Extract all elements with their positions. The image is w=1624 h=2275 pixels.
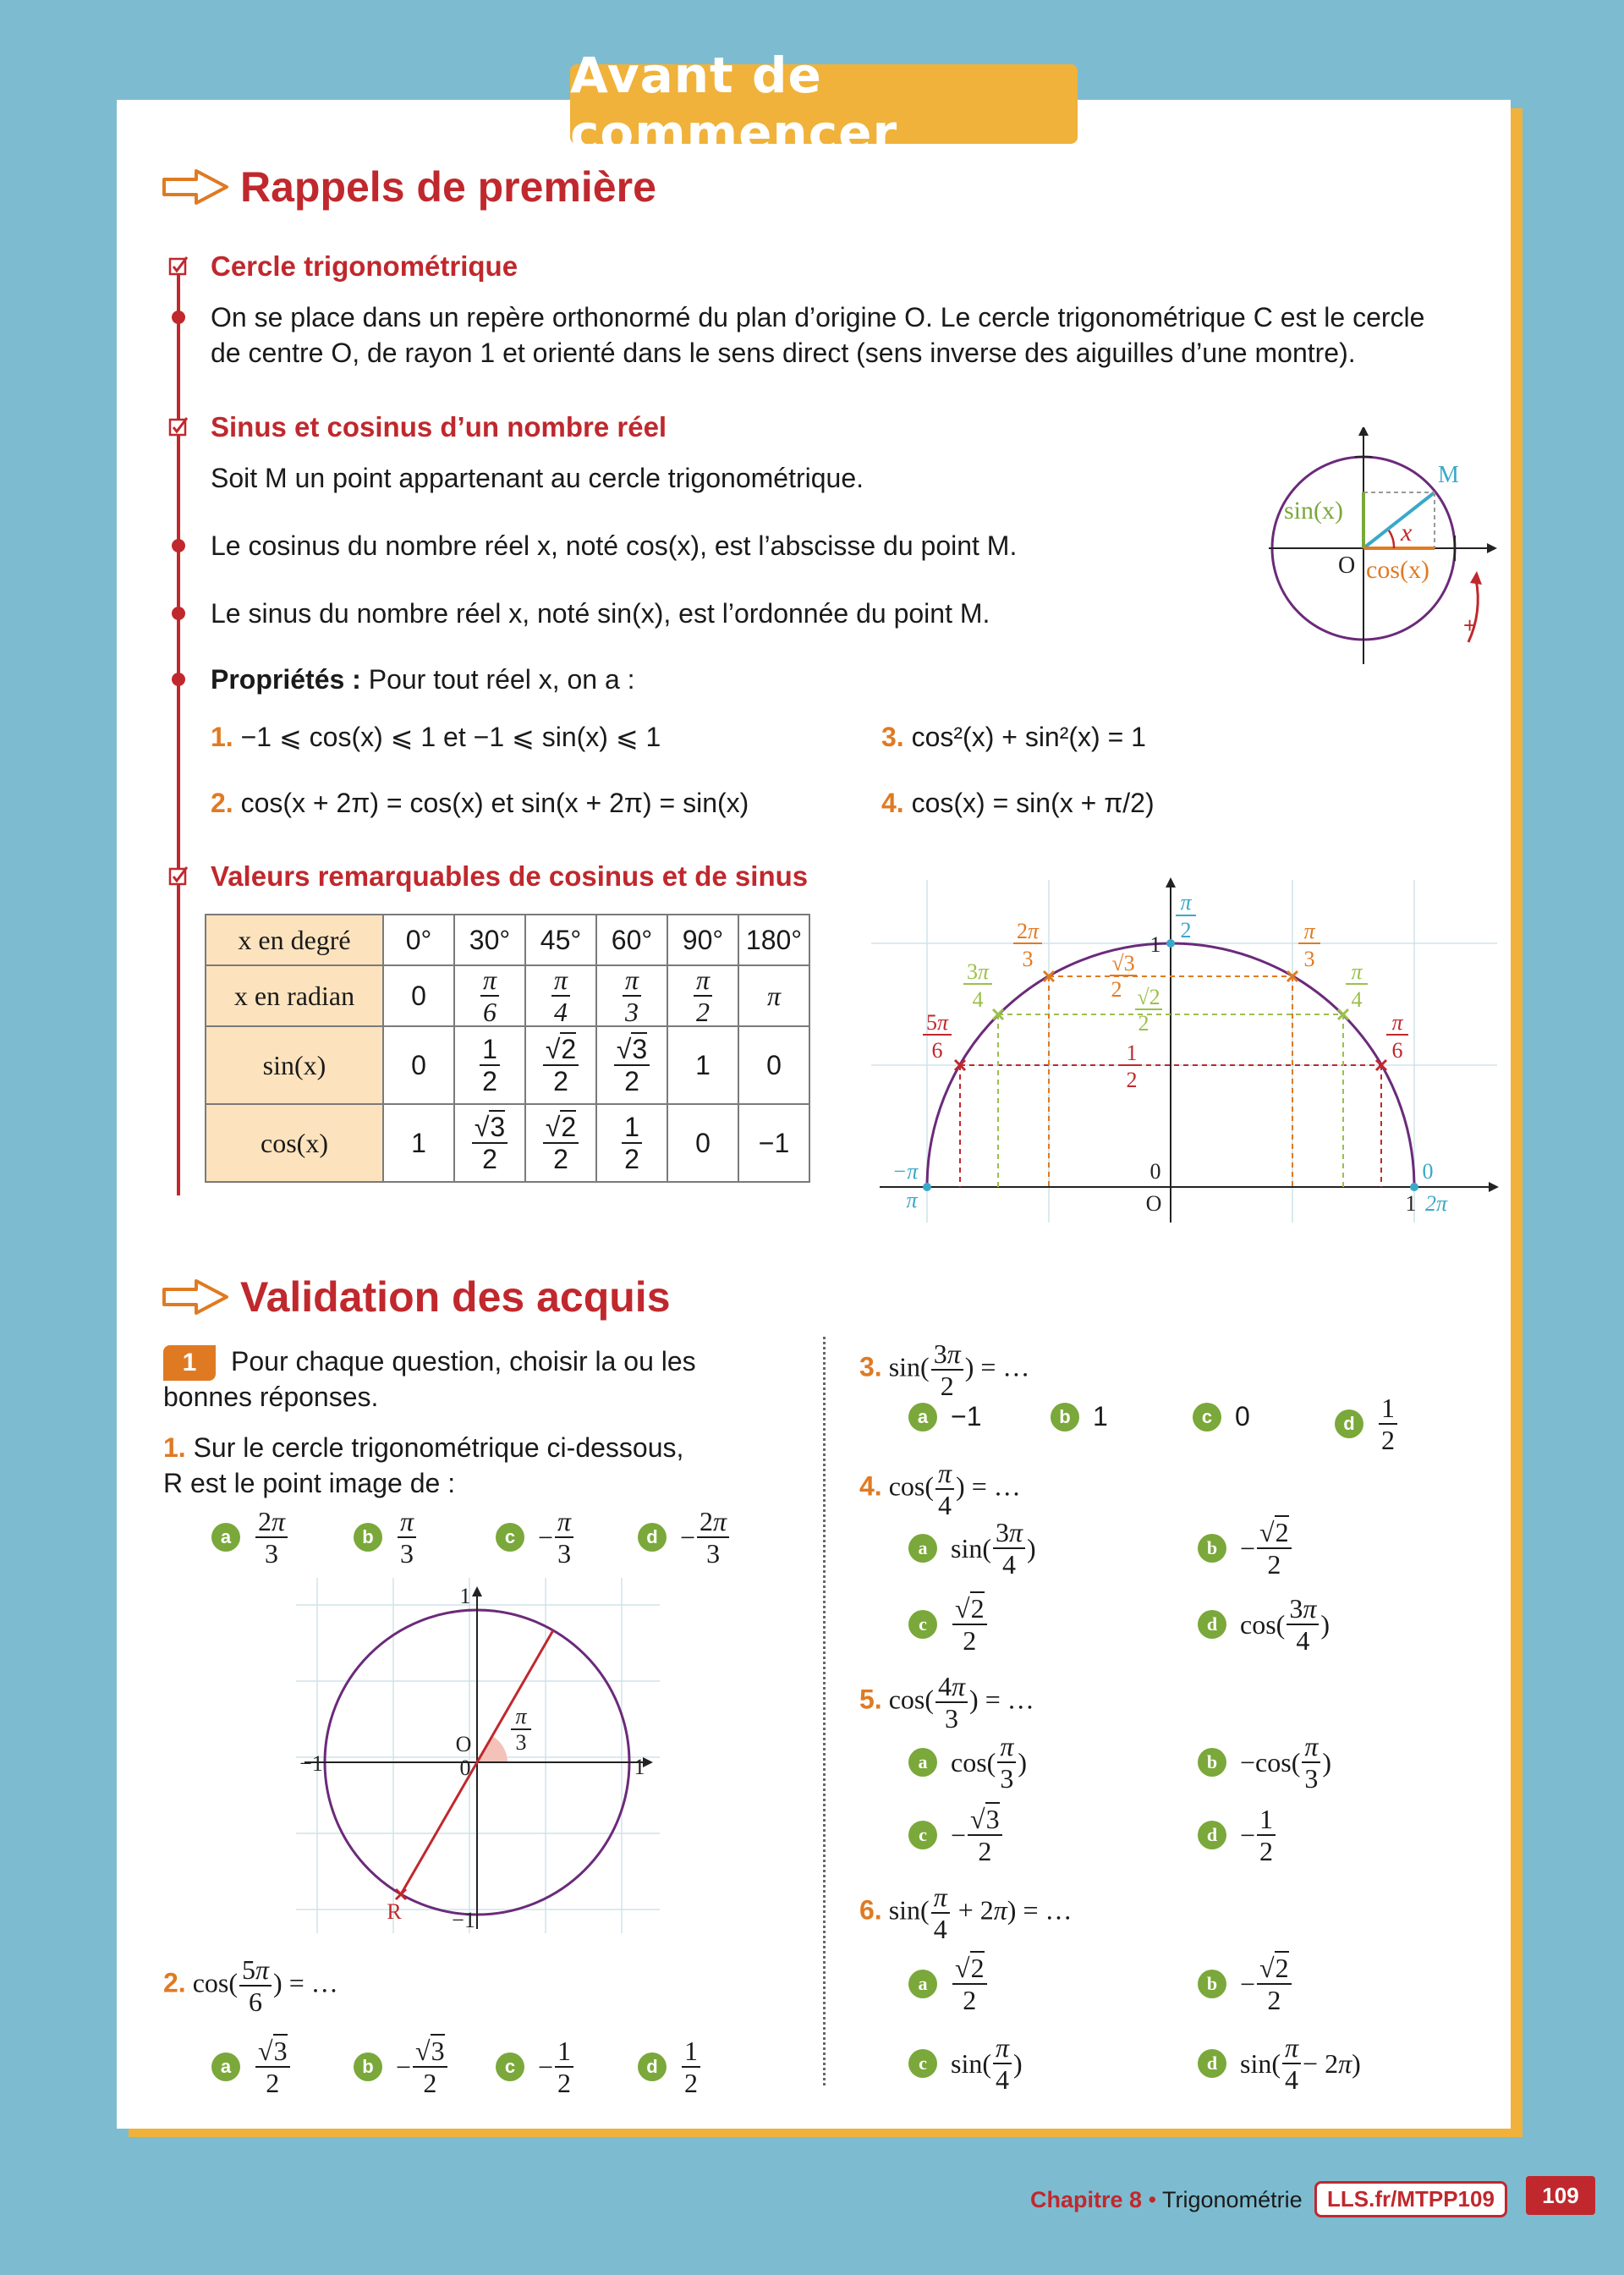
option-letter: b [354,2052,382,2081]
question-5: 5. cos( $\frac{4\pi}{3}$ ) = … [859,1671,1034,1734]
question-6: 6. sin( $\frac{\pi}{4}$ + 2π) = … [859,1882,1073,1944]
cell: 1 [667,1026,738,1104]
label-pi3-num: π [1303,919,1315,943]
section-validation-heading [162,1272,671,1322]
cell [596,965,667,1026]
sinus-intro: Soit M un point appartenant au cercle trigonométrique. [211,463,864,493]
cell: 0 [738,1026,809,1104]
chapter-label: Chapitre 8 [1030,2187,1143,2212]
cell: $\frac{√3}{2}$ [596,1026,667,1104]
properties-intro [211,662,635,697]
section-title: Rappels de première [240,163,656,211]
option-letter: c [908,1610,937,1639]
exercise-intro-1: Pour chaque question, choisir la ou les [231,1346,696,1377]
cell [525,965,596,1026]
option-letter: a [908,1403,937,1431]
row-radians [206,965,809,1026]
radius-om [1363,492,1435,548]
equals-ellipsis: = … [1023,1894,1073,1926]
cell: 0 [667,1104,738,1182]
row-sin [206,1026,809,1104]
label-pi2-den: 2 [1180,918,1192,942]
sin-definition: Le sinus du nombre réel x, noté sin(x), est l’ordonnée du point M. [211,598,990,629]
label-pi4-den: 4 [1351,987,1363,1012]
label-pi6-den: 6 [1391,1038,1403,1063]
valeurs-heading: Valeurs remarquables de cosinus et de sinus [211,860,809,892]
q4-option-b[interactable]: b − $\frac{√2}{2}$ [1198,1519,1293,1578]
footer-chapter [1030,2187,1303,2213]
exercise-badge: 1 [163,1345,216,1381]
label-2pi3-den: 3 [1022,947,1034,971]
label-x: x [1401,519,1413,547]
property-2-text: cos(x + 2π) = cos(x) et sin(x + 2π) = sin(x) [240,788,749,818]
values-table [205,914,810,1183]
den: 2 [553,1144,568,1174]
q5-option-d[interactable]: d − $\frac{1}{2}$ [1198,1805,1277,1865]
cell: $\frac{√2}{2}$ [525,1026,596,1104]
question-number: 3. [859,1351,882,1382]
bullet-dot [172,607,185,620]
cell: 0 [383,965,454,1026]
label-o: O [1338,552,1356,579]
hand-pointer-icon [162,168,228,206]
q1-option-c[interactable]: c − $\frac{\pi}{3}$ [496,1508,575,1567]
label-sin: sin(x) [1284,497,1343,525]
label-angle-den: 3 [515,1730,527,1755]
property-4-text: cos(x) = sin(x + π/2) [911,788,1155,818]
option-letter: b [1198,1970,1226,1998]
option-letter: a [211,2052,240,2081]
question-number: 2. [163,1967,186,1998]
property-1-text: −1 ⩽ cos(x) ⩽ 1 et −1 ⩽ sin(x) ⩽ 1 [240,722,661,752]
cell: $\frac{√3}{2}$ [454,1104,525,1182]
cell [667,965,738,1026]
exercise-intro-2: bonnes réponses. [163,1382,379,1412]
label-zero: 0 [1422,1159,1434,1184]
angle-sector [477,1736,508,1762]
q5-option-a[interactable]: a cos( $\frac{\pi}{3}$ ) [908,1733,1027,1792]
equals-ellipsis: = … [985,1684,1034,1715]
option-letter: b [1198,1748,1226,1777]
question-1-line-1: Sur le cercle trigonométrique ci-dessous, [193,1432,684,1463]
hand-pointer-icon [162,1278,228,1316]
option-letter: b [1051,1403,1079,1431]
den: 2 [624,1144,639,1174]
label-sqrt3-den: 2 [1111,977,1122,1002]
cercle-line-1: On se place dans un repère orthonormé du plan d’origine O. Le cercle trigonométrique C est le cercle [211,302,1425,332]
label-x-minus-one: −1 [299,1751,323,1776]
option-letter: a [211,1523,240,1552]
label-x-one: 1 [634,1755,645,1779]
row-cos [206,1104,809,1182]
option-letter: d [638,2052,667,2081]
q2-option-c[interactable]: c − $\frac{1}{2}$ [496,2037,575,2096]
option-letter: c [908,1821,937,1849]
bullet-dot [172,539,185,552]
section-rappels-heading [162,162,656,212]
cell: 45° [525,915,596,965]
q1-option-a[interactable]: a $\frac{2\pi}{3}$ [211,1508,289,1567]
q3-option-d[interactable]: d $\frac{1}{2}$ [1335,1394,1399,1453]
label-3pi4-num: 3π [966,959,990,984]
cell: 0 [383,1026,454,1104]
q6-option-b[interactable]: b − $\frac{√2}{2}$ [1198,1954,1293,2014]
direction-arrow [1470,571,1482,585]
q4-option-d[interactable]: d cos( $\frac{3\pi}{4}$ ) [1198,1595,1330,1654]
option-letter: d [638,1523,667,1552]
option-letter: a [908,1534,937,1563]
cell [454,965,525,1026]
option-letter: b [354,1523,382,1552]
question-1-figure [296,1578,660,1933]
q2-option-b[interactable]: b − $\frac{√3}{2}$ [354,2037,449,2096]
label-5pi6-num: 5π [925,1010,949,1035]
point-pi2 [1166,939,1175,948]
den: 2 [696,997,710,1027]
point-r [396,1889,406,1899]
q3-option-c[interactable] [1193,1401,1250,1432]
angle-arc [1389,530,1394,548]
label-3pi4-den: 4 [972,987,984,1012]
label-y-one: 1 [1149,932,1161,957]
property-number: 1. [211,722,233,752]
cell: 180° [738,915,809,965]
label-2pi3-num: 2π [1016,919,1040,943]
num: 3 [632,1034,648,1064]
point-pi [923,1183,931,1191]
equals-ellipsis: = … [288,1967,338,1998]
cercle-line-2: de centre O, de rayon 1 et orienté dans le sens direct (sens inverse des aiguilles d’une montre). [211,338,1356,368]
label-pi6-num: π [1391,1010,1403,1035]
option-value: 0 [1235,1401,1250,1431]
x-axis-arrow [1489,1182,1499,1192]
bullet-dot [172,310,185,324]
checkbox-icon [168,256,189,276]
cell: −1 [738,1104,809,1182]
label-cos: cos(x) [1366,556,1429,584]
label-y-one: 1 [459,1584,471,1608]
option-letter: d [1335,1410,1363,1438]
y-axis-arrow [1166,877,1176,887]
label-pi4-num: π [1351,959,1363,984]
point-zero [1410,1183,1418,1191]
cell: 30° [454,915,525,965]
page-badge: Avant de commencer [570,64,1078,144]
label-zero: 0 [459,1756,471,1780]
checkbox-icon [168,416,189,437]
row-degrees [206,915,809,965]
q6-option-a[interactable]: a $\frac{√2}{2}$ [908,1954,989,2014]
den: 2 [482,1066,497,1096]
den: 6 [483,997,497,1027]
den: 3 [625,997,639,1027]
timeline-rule [177,261,180,1195]
option-letter: a [908,1748,937,1777]
label-origin-zero: 0 [1149,1159,1161,1184]
equals-ellipsis: = … [980,1351,1030,1382]
cell: π [738,965,809,1026]
label-minus-pi: −π [892,1159,919,1184]
footer-separator: • [1148,2187,1157,2212]
label-half-num: 1 [1126,1041,1138,1065]
q2-option-a[interactable]: a $\frac{√3}{2}$ [211,2037,292,2096]
row-header: x en degré [206,915,383,965]
row-header: cos(x) [206,1104,383,1182]
num: 2 [561,1112,577,1142]
checkbox-icon [168,865,189,886]
x-axis-arrow [1487,543,1497,553]
q4-option-a[interactable]: a sin( $\frac{3\pi}{4}$ ) [908,1519,1036,1578]
num: 1 [480,1036,500,1066]
cell [454,1026,525,1104]
property-4 [881,785,1155,821]
den: 2 [553,1066,568,1096]
q2-option-d[interactable]: d $\frac{1}{2}$ [638,2037,702,2096]
q3-option-a[interactable] [908,1401,981,1432]
option-value: −1 [951,1401,982,1431]
property-number: 2. [211,788,233,818]
q4-option-c[interactable]: c $\frac{√2}{2}$ [908,1595,989,1654]
label-sqrt2-den: 2 [1138,1011,1149,1036]
property-number: 4. [881,788,904,818]
option-letter: a [908,1970,937,1998]
sinus-heading: Sinus et cosinus d’un nombre réel [211,411,667,442]
num: π [694,966,712,997]
option-letter: d [1198,1821,1226,1849]
question-4: 4. cos( $\frac{\pi}{4}$ ) = … [859,1458,1021,1520]
label-half-den: 2 [1126,1068,1138,1092]
q1-option-d[interactable]: d − $\frac{2\pi}{3}$ [638,1508,731,1567]
label-x-one: 1 [1405,1191,1417,1216]
label-pi2-num: π [1180,890,1192,915]
label-plus: + [1463,613,1477,638]
q5-option-c[interactable]: c − $\frac{√3}{2}$ [908,1805,1004,1865]
trig-circle-figure [1269,427,1506,673]
option-letter: c [908,2049,937,2078]
cell: 0° [383,915,454,965]
label-r: R [387,1899,402,1924]
option-value: 1 [1093,1401,1108,1431]
question-1-line-2: R est le point image de : [163,1468,456,1498]
y-axis-arrow [1358,427,1369,436]
cell: 90° [667,915,738,965]
cercle-heading: Cercle trigonométrique [211,250,518,282]
label-sqrt2-num: √2 [1137,985,1160,1009]
label-y-minus-one: −1 [452,1908,475,1932]
y-axis-arrow [472,1586,482,1596]
question-2: 2. cos( $\frac{5\pi}{6}$ ) = … [163,1954,338,2017]
property-3 [881,719,1146,755]
properties-label: Propriétés : [211,664,361,695]
properties-text: Pour tout réel x, on a : [368,664,635,695]
footer-link[interactable]: LLS.fr/MTPP109 [1314,2181,1507,2217]
property-2 [211,785,749,821]
q5-option-b[interactable]: b −cos( $\frac{\pi}{3}$ ) [1198,1733,1331,1792]
cell: $\frac{√2}{2}$ [525,1104,596,1182]
option-letter: c [496,2052,524,2081]
cos-definition: Le cosinus du nombre réel x, noté cos(x), est l’abscisse du point M. [211,530,1018,561]
label-pi: π [906,1188,918,1212]
option-letter: c [496,1523,524,1552]
question-3: 3. sin( $\frac{3\pi}{2}$ ) = … [859,1338,1030,1401]
label-m: M [1438,462,1459,488]
option-letter: d [1198,1610,1226,1639]
question-number: 1. [163,1432,186,1463]
den: 2 [482,1144,497,1174]
question-1 [163,1430,683,1501]
question-number: 4. [859,1470,882,1502]
equals-ellipsis: = … [971,1470,1021,1502]
section-title: Validation des acquis [240,1273,671,1321]
q3-option-b[interactable] [1051,1401,1108,1432]
cell: 60° [596,915,667,965]
cell: 1 [383,1104,454,1182]
label-two-pi: 2π [1424,1191,1448,1216]
property-3-text: cos²(x) + sin²(x) = 1 [911,722,1146,752]
row-header: sin(x) [206,1026,383,1104]
property-1 [211,719,661,755]
num: 3 [490,1112,506,1142]
label-angle-num: π [515,1704,527,1728]
cell [596,1104,667,1182]
q6-option-c[interactable]: c sin( $\frac{\pi}{4}$ ) [908,2034,1023,2093]
option-letter: b [1198,1534,1226,1563]
num: 1 [622,1113,642,1144]
page-number: 109 [1526,2176,1595,2215]
num: π [551,966,570,997]
semicircle-figure [871,876,1506,1231]
option-letter: c [1193,1403,1221,1431]
cercle-definition [211,299,1513,371]
num: 2 [561,1034,577,1064]
label-5pi6-den: 6 [931,1038,943,1063]
question-number: 6. [859,1894,882,1926]
column-separator [823,1337,826,2085]
label-origin-o: O [1145,1191,1162,1216]
label-o: O [455,1732,472,1756]
bullet-dot [172,673,185,686]
q6-option-d[interactable]: d sin( $\frac{\pi}{4}$ − 2 π ) [1198,2034,1361,2093]
option-letter: d [1198,2049,1226,2078]
label-sqrt3-num: √3 [1111,951,1135,975]
chapter-subject: Trigonométrie [1162,2187,1303,2212]
row-header: x en radian [206,965,383,1026]
den: 2 [624,1066,639,1096]
num: π [480,966,499,997]
den: 4 [554,997,568,1027]
q1-option-b[interactable]: b $\frac{\pi}{3}$ [354,1508,418,1567]
label-pi3-den: 3 [1303,947,1315,971]
question-number: 5. [859,1684,882,1715]
property-number: 3. [881,722,904,752]
num: π [623,966,641,997]
